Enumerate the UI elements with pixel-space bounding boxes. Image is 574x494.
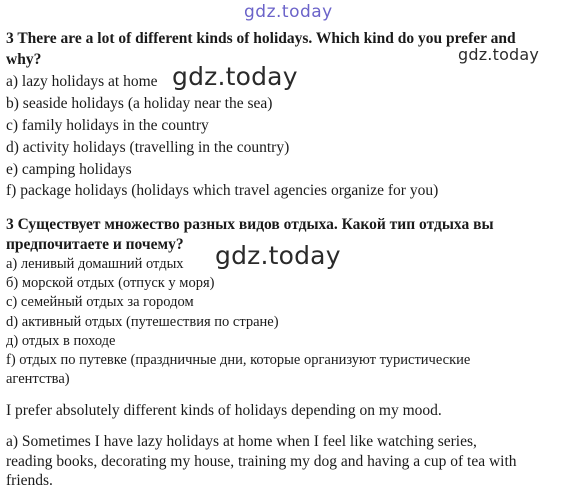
- english-option-d: d) activity holidays (travelling in the country): [6, 139, 290, 156]
- watermark-right: gdz.today: [458, 45, 540, 64]
- russian-option-b: б) морской отдых (отпуск у моря): [6, 275, 215, 291]
- russian-option-f-line-2: агентства): [6, 371, 70, 387]
- english-option-e: e) camping holidays: [6, 161, 132, 178]
- answer-a-line-2: reading books, decorating my house, training my dog and having a cup of tea with: [6, 453, 517, 470]
- english-question-line-2: why?: [6, 51, 42, 68]
- english-question-line-1: 3 There are a lot of different kinds of holidays. Which kind do you prefer and: [6, 30, 516, 47]
- russian-option-e: д) отдых в походе: [6, 333, 116, 349]
- answer-a-line-1: a) Sometimes I have lazy holidays at home when I feel like watching series,: [6, 433, 477, 450]
- russian-option-a: а) ленивый домашний отдых: [6, 256, 184, 272]
- english-option-b: b) seaside holidays (a holiday near the sea): [6, 95, 273, 112]
- russian-question-line-2: предпочитаете и почему?: [6, 236, 184, 253]
- english-option-a: a) lazy holidays at home: [6, 73, 158, 90]
- answer-a-line-3: friends.: [6, 472, 53, 489]
- answer-intro: I prefer absolutely different kinds of holidays depending on my mood.: [6, 402, 442, 419]
- english-option-f: f) package holidays (holidays which travel agencies organize for you): [6, 182, 439, 199]
- russian-option-c: с) семейный отдых за городом: [6, 294, 194, 310]
- russian-option-d: d) активный отдых (путешествия по стране): [6, 314, 279, 330]
- russian-question-line-1: 3 Существует множество разных видов отдыха. Какой тип отдыха вы: [6, 216, 494, 233]
- watermark-middle-1: gdz.today: [172, 62, 298, 91]
- russian-option-f-line-1: f) отдых по путевке (праздничные дни, которые организуют туристические: [6, 352, 471, 368]
- english-option-c: c) family holidays in the country: [6, 117, 209, 134]
- watermark-top: gdz.today: [244, 2, 333, 22]
- watermark-middle-2: gdz.today: [215, 241, 341, 270]
